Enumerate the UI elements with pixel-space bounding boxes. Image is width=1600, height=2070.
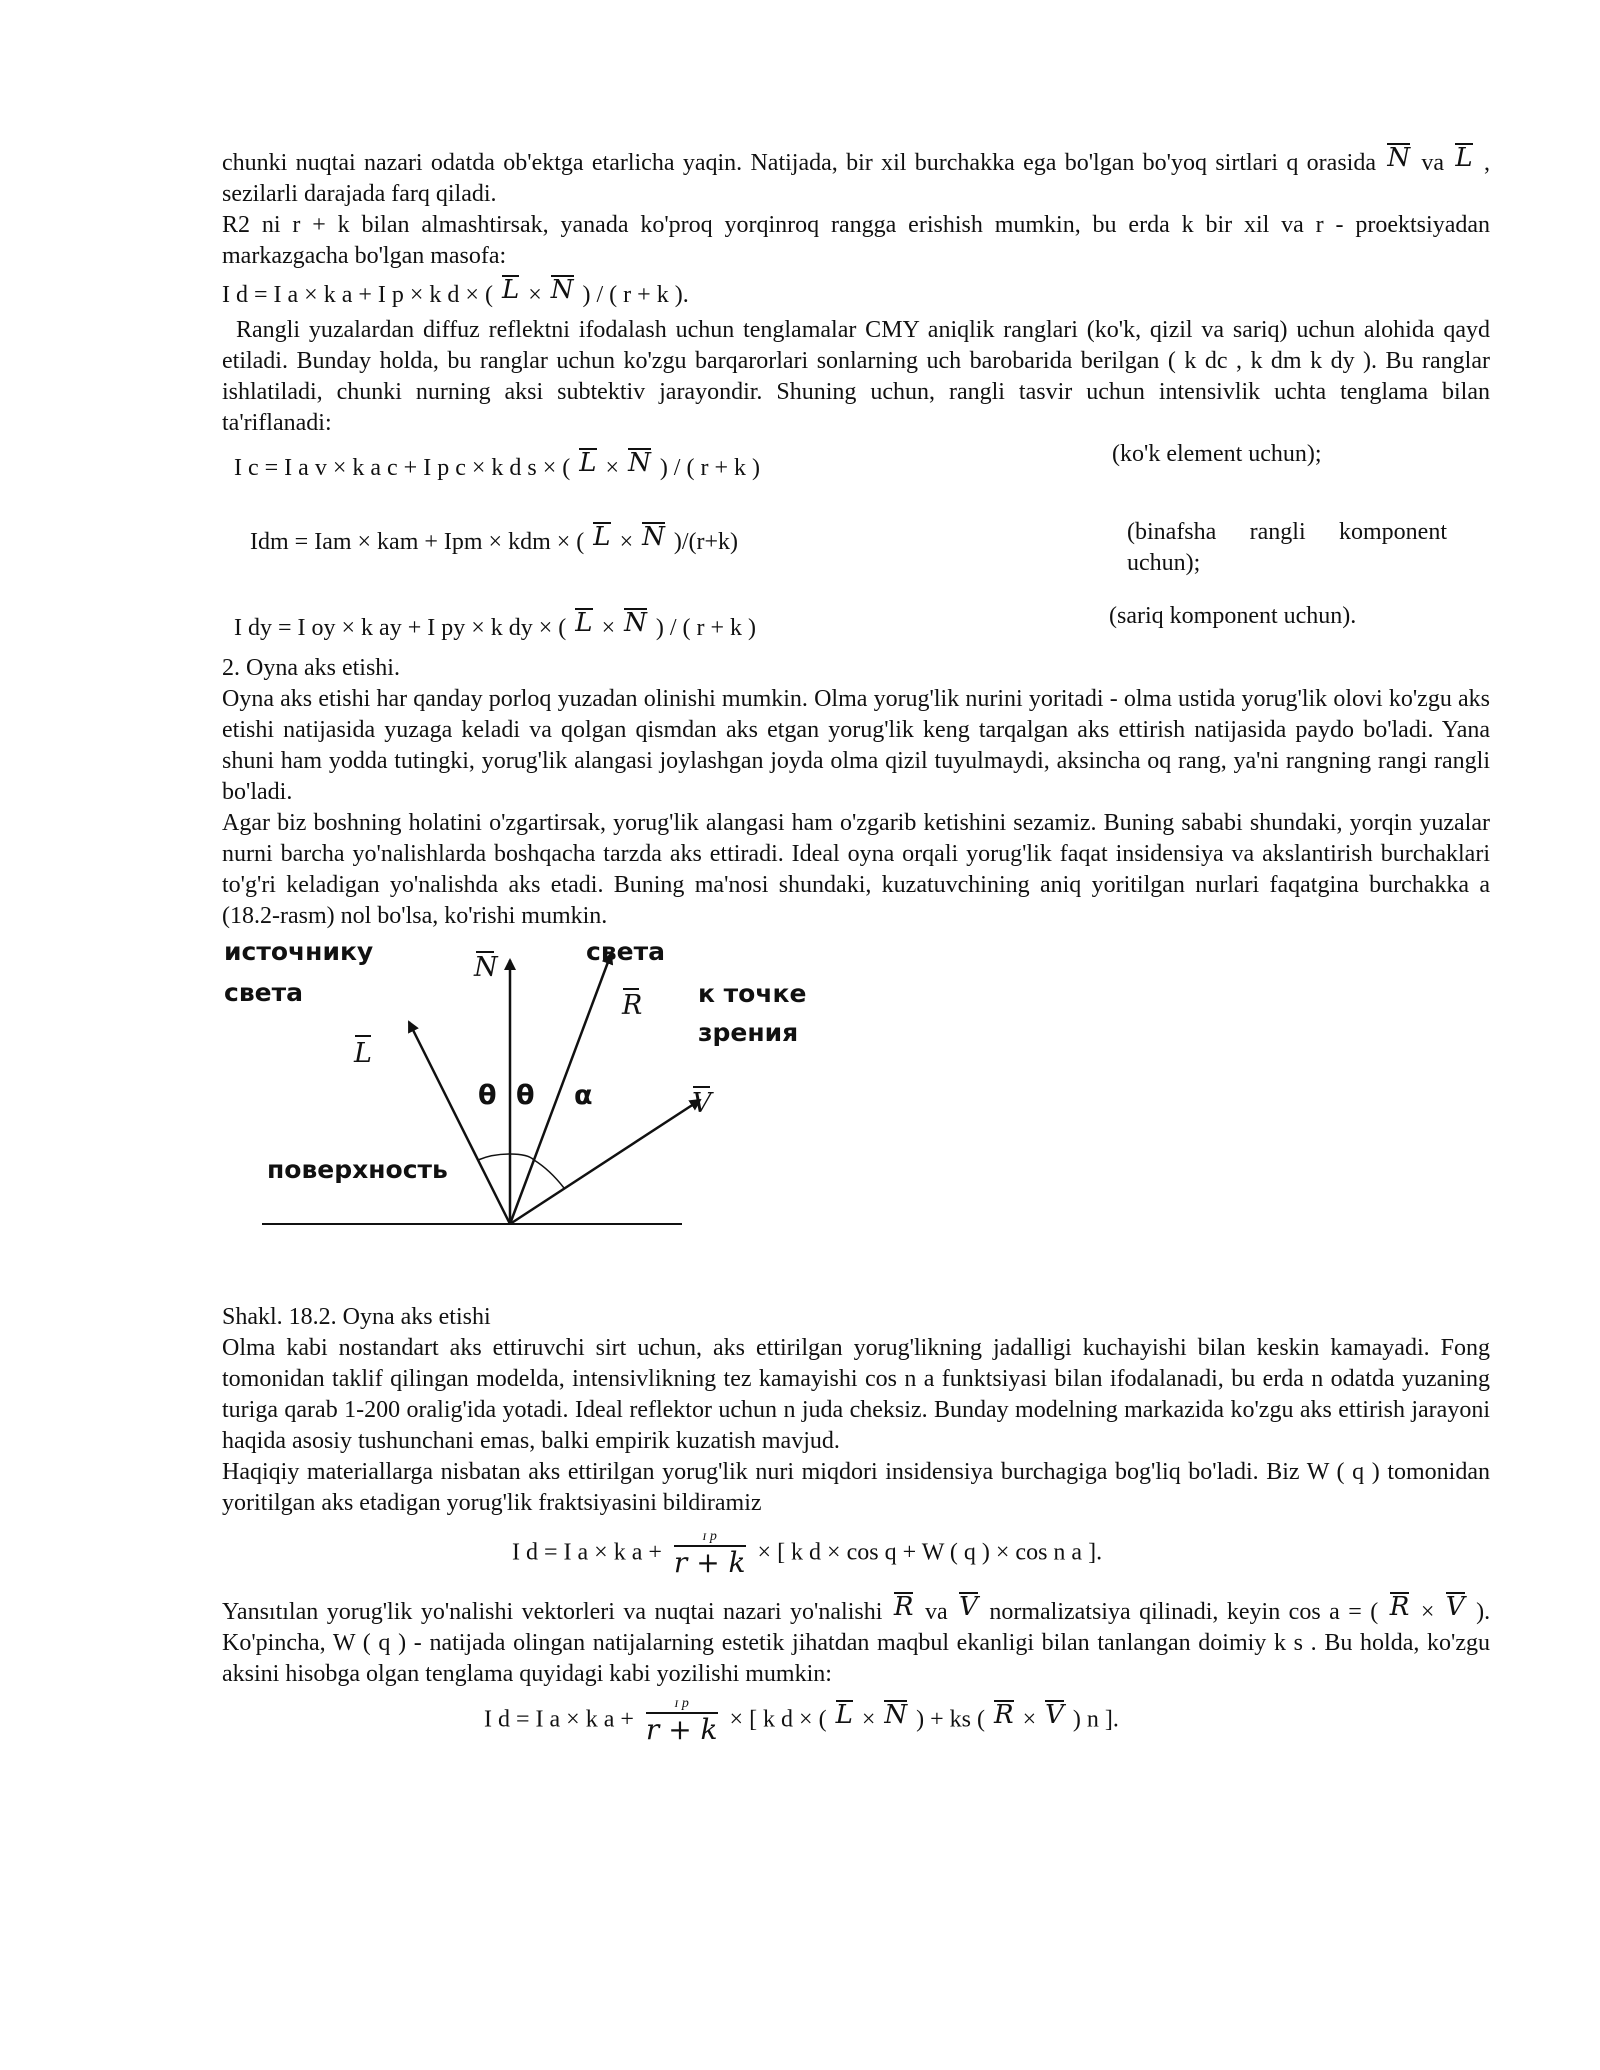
paragraph-1: chunki nuqtai nazari odatda ob'ektga etarlicha yaqin. Natijada, bir xil burchakka ega bo'lgan bo'yoq sirtlari q orasida N va L , sezilarli darajada farq qiladi. [222,143,1491,207]
document-page [222,143,1491,1760]
diagram-vector-v: V [692,1088,712,1119]
label-source-1: источнику [224,937,374,966]
diagram-vector-r: R [622,990,643,1021]
vector-l: L [576,451,599,475]
equation-specular-2: I d = I a × k a + $\frac{\text{ɪ p}}{r + k}$ × [ k d × ( L × N ) + ks ( R × V ) n ]. [484,1696,1119,1746]
vector-l: L [1452,146,1475,170]
paragraph-3: Rangli yuzalardan diffuz reflektni ifodalash uchun tenglamalar CMY aniqlik ranglari (ko'k, qizil va sariq) uchun alohida qayd etiladi. Bunday holda, bu ranglar uchun ko'zgu barqarorlari sonlarning uch barobarida berilgan ( k dc , k dm k dy ). Bu ranglar ishlatiladi, chunki nurning aksi subtektiv jarayondir. Shuning uchun, rangli tasvir uchun intensivlik uchta tenglama bilan ta'riflanadi: [222,317,1490,436]
alpha-label: α [574,1080,593,1111]
theta-arc-right [510,1154,534,1160]
equation-yellow: I dy = I oy × k ay + I py × k dy × ( L × N ) / ( r + k ) [234,608,757,641]
vector-n: N [1384,146,1413,170]
equation-magenta: Idm = Iam × kam + Ipm × kdm × ( L × N )/(r+k) [250,522,739,555]
label-surface: поверхность [267,1155,448,1184]
equation-magenta-row [222,517,1490,601]
section-heading: 2. Oyna aks etishi. [222,655,400,681]
note-yellow: (sariq komponent uchun). [1109,603,1357,629]
equation-cyan: I c = I a v × k a c + I p c × k d s × ( L × N ) / ( r + k ) [234,448,760,481]
mirror-reflection-figure [222,932,1490,1302]
vector-n: N [625,451,654,475]
vector-n: N [621,611,650,635]
reflection-diagram [222,932,862,1302]
paragraph-5: Agar biz boshning holatini o'zgartirsak, yorug'lik alangasi ham o'zgarib ketishini sezamiz. Buning sababi shundaki, yorqin yuzalar nurni barcha yo'nalishlarda boshqacha tarzda aks ettiradi. Ideal oyna orqali yorug'lik faqat insidensiya va akslantirish burchaklari to'g'ri keladigan yo'nalishda aks etadi. Buning ma'nosi shundaki, kuzatuvchining aniq yoritilgan nurlari faqatgina burchakka a (18.2-rasm) nol bo'lsa, ko'rishi mumkin. [222,810,1490,929]
label-source-2: света [224,978,303,1007]
fraction: $\frac{\text{ɪ p}}{r + k}$ [645,1696,718,1746]
theta-left: θ [478,1080,497,1111]
vector-n: N [639,525,668,549]
fraction: $\frac{\text{ɪ p}}{r + k}$ [673,1529,746,1579]
vector-r: R [991,1703,1017,1727]
label-view-1: к точке [698,979,807,1008]
vector-l: L [499,278,522,302]
note-magenta: (binafsha rangli komponent uchun); [1127,519,1447,576]
vector-v: V [1443,1595,1468,1619]
label-light: света [586,937,665,966]
vector-l: L [572,611,595,635]
vector-v: V [956,1595,981,1619]
equation-yellow-row [222,601,1490,653]
paragraph-8: Yansıtılan yorug'lik yo'nalishi vektorleri va nuqtai nazari yo'nalishi R va V normalizatsiya qilinadi, keyin cos a = ( R × V ). Ko'pincha, W ( q ) - natijada olingan natijalarning estetik jihatdan maqbul ekanligi bilan tanlangan doimiy k s . Bu holda, ko'zgu aksini hisobga olgan tenglama quyidagi kabi yozilishi mumkin: [222,1592,1491,1687]
light-arrow [409,1022,510,1224]
vector-r: R [891,1595,917,1619]
diagram-vector-n: N [474,952,498,983]
vector-n: N [548,278,577,302]
theta-right: θ [516,1080,535,1111]
equation-cyan-row [222,439,1490,517]
diagram-vector-l: L [354,1038,372,1069]
theta-arc-left [478,1154,510,1160]
alpha-arc [534,1160,564,1188]
equation-diffuse: I d = I a × k a + I p × k d × ( L × N ) / ( r + k ). [222,275,689,308]
vector-r: R [1387,1595,1413,1619]
vector-l: L [833,1703,856,1727]
paragraph-6: Olma kabi nostandart aks ettiruvchi sirt uchun, aks ettirilgan yorug'likning jadalligi kuchayishi bilan keskin kamayadi. Fong tomonidan taklif qilingan modelda, intensivlikning tez kamayishi cos n a funktsiyasi bilan ifodalanadi, bu erda n odatda yuzaning turiga qarab 1-200 oralig'ida yotadi. Ideal reflektor uchun n juda cheksiz. Bunday modelning markazida ko'zgu aks ettirish jarayoni haqida asosiy tushunchani emas, balki empirik kuzatish mavjud. [222,1335,1490,1454]
paragraph-2: R2 ni r + k bilan almashtirsak, yanada ko'proq yorqinroq rangga erishish mumkin, bu erda k bir xil va r - proektsiyadan markazgacha bo'lgan masofa: [222,212,1490,269]
vector-v: V [1042,1703,1067,1727]
note-cyan: (ko'k element uchun); [1112,441,1322,467]
paragraph-7: Haqiqiy materiallarga nisbatan aks ettirilgan yorug'lik nuri miqdori insidensiya burchagiga bog'liq bo'ladi. Biz W ( q ) tomonidan yoritilgan aks etadigan yorug'lik fraktsiyasini bildiramiz [222,1459,1490,1516]
equation-specular-1: I d = I a × k a + $\frac{\text{ɪ p}}{r + k}$ × [ k d × cos q + W ( q ) × cos n a ]. [512,1529,1103,1579]
paragraph-4: Oyna aks etishi har qanday porloq yuzadan olinishi mumkin. Olma yorug'lik nurini yoritadi - olma ustida yorug'lik olovi ko'zgu aks etishi natijasida yuzaga keladi va qolgan qismdan aks etgan yorug'lik keng tarqalgan aks ettirish natijasida paydo bo'ladi. Yana shuni ham yodda tutingki, yorug'lik alangasi joylashgan joyda olma qizil tuyulmaydi, aksincha oq rang, ya'ni rangning rangi rangli bo'ladi. [222,686,1490,805]
vector-n: N [881,1703,910,1727]
figure-caption: Shakl. 18.2. Oyna aks etishi [222,1304,491,1330]
vector-l: L [590,525,613,549]
view-arrow [510,1100,700,1224]
label-view-2: зрения [698,1018,799,1047]
